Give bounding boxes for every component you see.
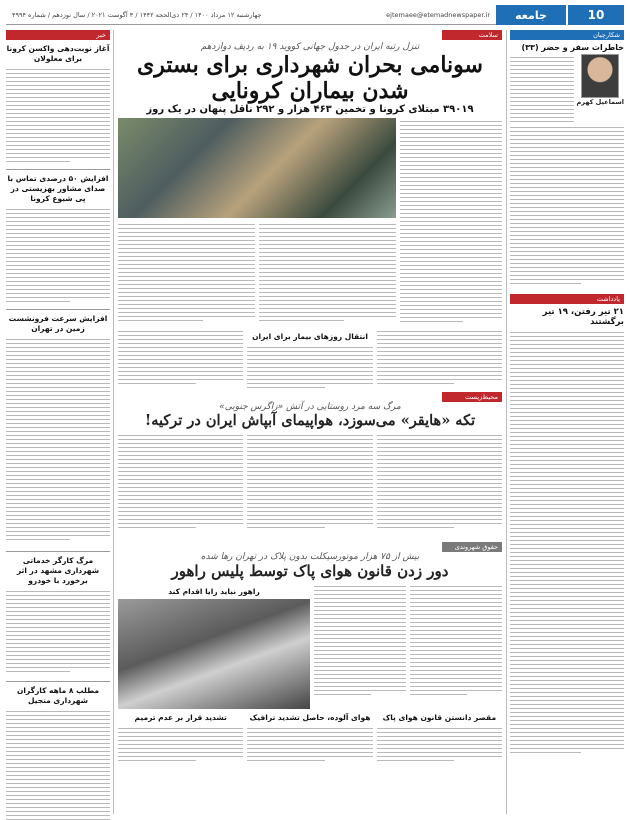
page-number: 10	[568, 5, 624, 25]
note-body	[510, 329, 624, 799]
env-col-1	[377, 432, 502, 540]
news-1-title: آغاز نوبت‌دهی واکسن کرونا برای معلولان	[6, 44, 110, 63]
news-3-body	[6, 336, 110, 548]
law-col-1	[410, 583, 502, 709]
law-tag: حقوق شهروندی	[442, 542, 502, 552]
env-col-3	[118, 432, 243, 540]
news-2-title: افزایش ۵۰ درصدی تماس با صدای مشاور بهزیستی در پی شیوع کرونا	[7, 174, 109, 203]
box-title: انتقال روزهای بیمار برای ایران	[252, 332, 368, 341]
env-col-2	[247, 432, 372, 540]
motorcycle-photo	[118, 599, 310, 709]
section-title: جامعه	[496, 5, 566, 25]
law-subhead-4: تشدید قرار بر عدم ترمیم	[134, 713, 227, 722]
column-body-top	[510, 54, 574, 124]
article-col-a	[259, 221, 396, 328]
header-dateline: چهارشنبه ۱۲ مرداد ۱۴۰۰ / ۲۴ ذی‌الحجه ۱۴۴۲ / ۴ آگوست ۲۰۲۱ / سال نوزدهم / شماره ۴۹۹۴	[12, 10, 262, 19]
law-kicker: بیش از ۷۵ هزار موتورسیکلت بدون پلاک در تهران رها شده	[200, 552, 420, 562]
law-subhead-3: هوای آلوده، حاصل تشدید ترافیک	[249, 713, 371, 722]
news-5-title: مطلب ۸ ماهه کارگران شهرداری منجیل	[16, 686, 100, 705]
law-headline: دور زدن قانون هوای پاک توسط پلیس راهور	[171, 562, 449, 580]
article-col-b	[118, 221, 255, 328]
env-tag: محیط‌زیست	[442, 392, 502, 402]
article-col-d	[118, 328, 243, 390]
column-body	[510, 124, 624, 294]
main-column	[118, 30, 502, 814]
author-name: اسماعیل کهرم	[576, 98, 624, 106]
note-tag: یادداشت	[510, 294, 624, 304]
env-headline: تکه «هایقر» می‌سوزد، هواپیمای آبپاش ایران در ترکیه!	[144, 412, 476, 429]
article-col-c	[377, 328, 502, 390]
header-info	[6, 5, 496, 25]
header-email[interactable]: ejtemaee@etemadnewspaper.ir	[386, 10, 490, 19]
news-1-body	[6, 66, 110, 166]
news-5-body	[6, 708, 110, 820]
main-headline: سونامی بحران شهرداری برای بستری شدن بیماران کرونایی	[137, 52, 483, 104]
news-tag: خبر	[6, 30, 110, 40]
env-kicker: مرگ سه مرد روستایی در آتش «زاگرس جنوبی»	[219, 402, 401, 412]
main-kicker: تنزل رتبه ایران در جدول جهانی کووید ۱۹ به ردیف دوازدهم	[200, 42, 420, 52]
right-column	[506, 30, 624, 814]
right-column-tag: شکارچیان	[510, 30, 624, 40]
news-3-title: افزایش سرعت فرونشست زمین در تهران	[8, 314, 108, 333]
law-subhead-1: راهور نباید رایا اقدام کند	[168, 587, 260, 596]
law-text-2	[377, 725, 502, 765]
news-2-body	[6, 206, 110, 306]
law-text-3	[247, 725, 372, 765]
news-4-body	[6, 588, 110, 678]
main-subhead: ۳۹۰۱۹ مبتلای کرونا و تخمین ۴۶۳ هزار و ۲۹۲ ناقل پنهان در یک روز	[146, 104, 474, 115]
note-title: ۲۱ تیر رفتن، ۱۹ تیر برگشتند	[542, 307, 624, 327]
law-text-4	[118, 725, 243, 765]
main-tag: سلامت	[442, 30, 502, 40]
page-header	[6, 4, 624, 26]
column-title: خاطرات سفر و حضر (۳۳)	[521, 43, 624, 52]
news-4-title: مرگ کارگر خدماتی شهرداری مشهد در اثر برخورد با خودرو	[16, 556, 100, 585]
vaccination-hall-photo	[118, 118, 396, 218]
lead-text	[400, 118, 502, 328]
author-portrait	[581, 54, 619, 98]
box-text	[247, 344, 372, 392]
left-column	[6, 30, 114, 814]
law-col-2	[314, 583, 406, 709]
law-subhead-2: مقصر دانستن قانون هوای پاک	[382, 713, 497, 722]
